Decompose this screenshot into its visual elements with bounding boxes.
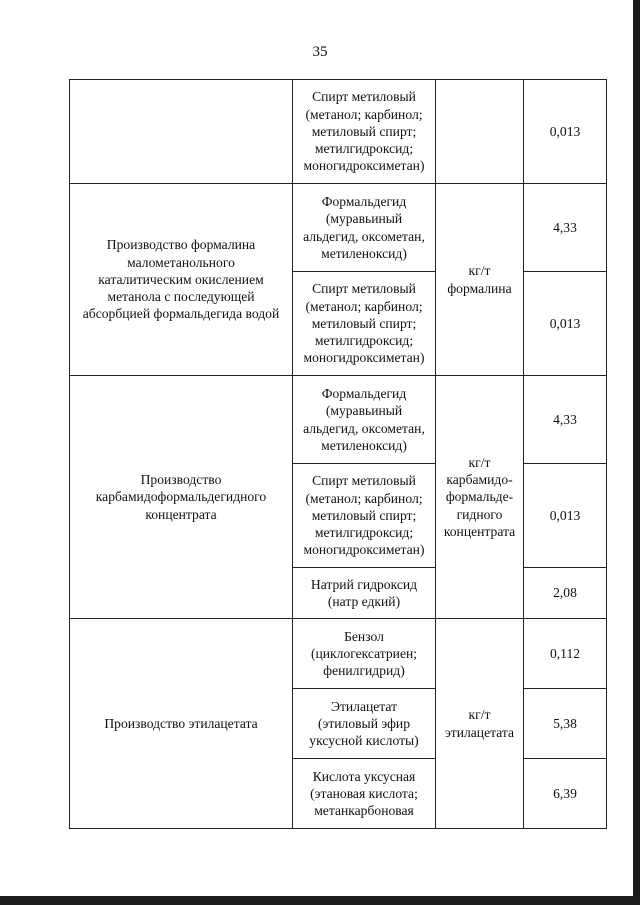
substance-cell: Бензол (циклогексатриен; фенилгидрид) (293, 619, 436, 689)
value-cell: 0,013 (524, 272, 607, 376)
value-cell: 5,38 (524, 689, 607, 759)
table-row (70, 80, 607, 184)
value-cell: 4,33 (524, 184, 607, 272)
substance-cell: Натрий гидроксид (натр едкий) (293, 568, 436, 619)
value-cell: 0,112 (524, 619, 607, 689)
unit-cell (436, 80, 524, 184)
table-row (70, 376, 607, 464)
table-row (70, 184, 607, 272)
emissions-table (69, 79, 607, 829)
value-cell: 2,08 (524, 568, 607, 619)
substance-cell: Формальдегид (муравьиный альдегид, оксометан, метиленоксид) (293, 184, 436, 272)
value-cell: 6,39 (524, 759, 607, 829)
production-cell: Производство формалина малометанольного каталитическим окислением метанола с последующей абсорбцией формальдегида водой (70, 184, 293, 376)
substance-cell: Кислота уксусная (этановая кислота; метанкарбоновая (293, 759, 436, 829)
value-cell: 0,013 (524, 80, 607, 184)
substance-cell: Спирт метиловый (метанол; карбинол; метиловый спирт; метилгидроксид; моногидроксиметан) (293, 464, 436, 568)
table-row (70, 619, 607, 689)
unit-cell: кг/т этилацетата (436, 619, 524, 829)
scan-edge-bottom (0, 896, 640, 905)
substance-cell: Спирт метиловый (метанол; карбинол; метиловый спирт; метилгидроксид; моногидроксиметан) (293, 80, 436, 184)
production-cell: Производство этилацетата (70, 619, 293, 829)
scan-edge-right (633, 0, 640, 905)
substance-cell: Этилацетат (этиловый эфир уксусной кислоты) (293, 689, 436, 759)
production-cell (70, 80, 293, 184)
production-cell: Производство карбамидоформальдегидного концентрата (70, 376, 293, 619)
substance-cell: Спирт метиловый (метанол; карбинол; метиловый спирт; метилгидроксид; моногидроксиметан) (293, 272, 436, 376)
page-number: 35 (312, 44, 328, 60)
value-cell: 0,013 (524, 464, 607, 568)
substance-cell: Формальдегид (муравьиный альдегид, оксометан, метиленоксид) (293, 376, 436, 464)
value-cell: 4,33 (524, 376, 607, 464)
unit-cell: кг/т карбамидо- формальде- гидного концентрата (436, 376, 524, 619)
unit-cell: кг/т формалина (436, 184, 524, 376)
